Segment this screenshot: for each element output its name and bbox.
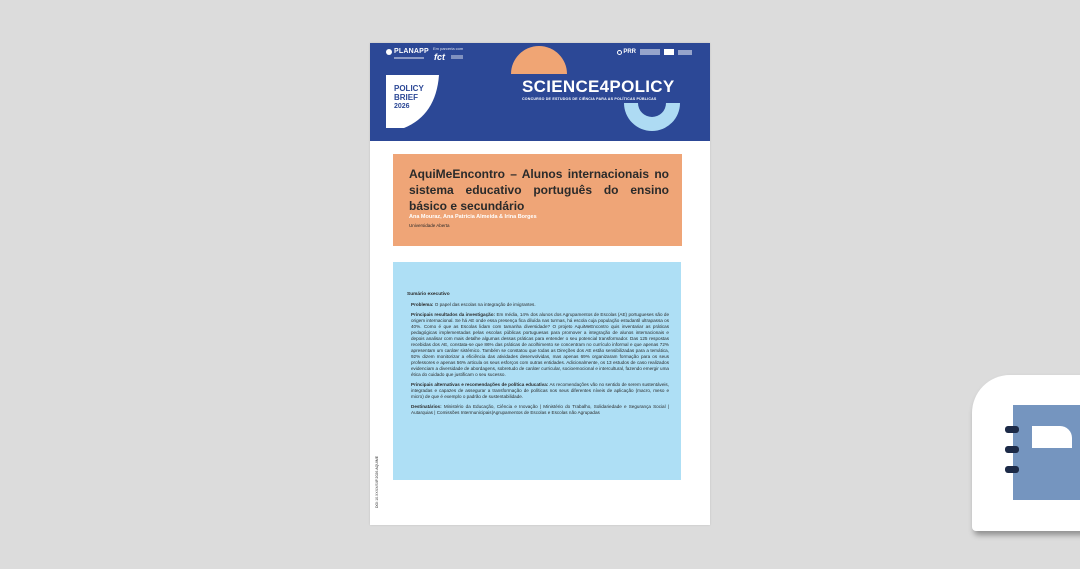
eu-funding-text [678, 50, 692, 55]
notebook-label-icon [1032, 426, 1072, 448]
planapp-logo: PLANAPP [386, 48, 429, 55]
summary-problem: Problema: O papel das escolas na integração de imigrantes. [411, 302, 536, 307]
policy-brief-badge-text: POLICY BRIEF 2026 [394, 84, 424, 110]
summary-heading: Sumário executivo [407, 292, 450, 297]
summary-results: Principais resultados da investigação: Em média, 14% dos alunos dos Agrupamentos de Escolas (AE) portugueses são de origem internacional. Se há AE onde essa presença fica diluída nas turmas, há escola cuja população estudantil ultrapassa os 40%. Como é que as Escolas lidam com tamanha diversidade? O projeto AquiMeEncontro quis inventariar as práticas pedagógicas implementadas pelas escolas públicas portuguesas para promover a integração de alunos internacionais e depois analisar com mais detalhe algumas dessas práticas para entender o seu potencial transformador. Das 125 respostas recebidas dos AE, constata-se que 86% das práticas de acolhimento se concentram no currículo informal e que apenas 72% apresentam um caráter sistémico. Também se constatou que todas as Direções dos AE estão sensibilizadas para a temática, 92% dizem monitorizar a eficiência das atividades desenvolvidas, mas apenas 69% organizaram formação para os seus professores e apenas 56% articula os seus esforços com outras entidades. Adicionalmente, os 13 estudos de caso realizados evidenciam a diversidade de abordagens, sobretudo de caráter curricular, socioemocional e intercultural, fazendo emergir uma ética do cuidado que justificam o seu sucesso. [411, 312, 669, 377]
prr-icon [617, 50, 622, 55]
republica-portuguesa-logo [640, 49, 660, 55]
authors: Ana Mouraz, Ana Patrícia Almeida & Irina Borges [409, 214, 537, 220]
affiliation: Universidade Aberta [409, 223, 450, 228]
fct-logo: fct [434, 52, 445, 62]
partner-label: Em parceria com [433, 46, 464, 51]
notebook-icon [1013, 405, 1080, 500]
brief-title: AquiMeEncontro – Alunos internacionais no sistema educativo português do ensino básico e secundário [409, 167, 669, 213]
summary-recipients: Destinatários: Ministério da Educação, Ciência e Inovação | Ministério do Trabalho, Solidariedade e Segurança Social | Autarquias | Comissões Intermunicipais|Agrupamentos de Escolas e Escolas não Agrupadas [411, 404, 670, 415]
vertical-doc-id: DOI:10.XXXX/S4P.2026.AQUIME [375, 455, 379, 508]
science4policy-subtitle: CONCURSO DE ESTUDOS DE CIÊNCIA PARA AS POLÍTICAS PÚBLICAS [522, 97, 657, 101]
funding-logos [617, 49, 692, 55]
fct-subtext [451, 55, 463, 59]
summary-recommendations: Principais alternativas e recomendações de política educativa: As recomendações vão no sentido de serem sustentáveis, integradas e capazes de assegurar a transformação de políticas nos seus diferentes níveis de aplicação (macro, meso e micro) de que é exemplo o padrão de sustentabilidade. [411, 382, 669, 399]
title-block [393, 154, 682, 246]
science4policy-title: SCIENCE4POLICY [522, 77, 675, 96]
planapp-mark-icon [386, 49, 392, 55]
policy-brief-page [370, 43, 710, 525]
notebook-ring-icon [1005, 466, 1019, 473]
prr-logo: PRR [617, 49, 636, 55]
notebook-ring-icon [1005, 426, 1019, 433]
header-banner [370, 43, 710, 141]
eu-flag-icon [664, 49, 674, 55]
executive-summary [393, 262, 681, 480]
notebook-ring-icon [1005, 446, 1019, 453]
